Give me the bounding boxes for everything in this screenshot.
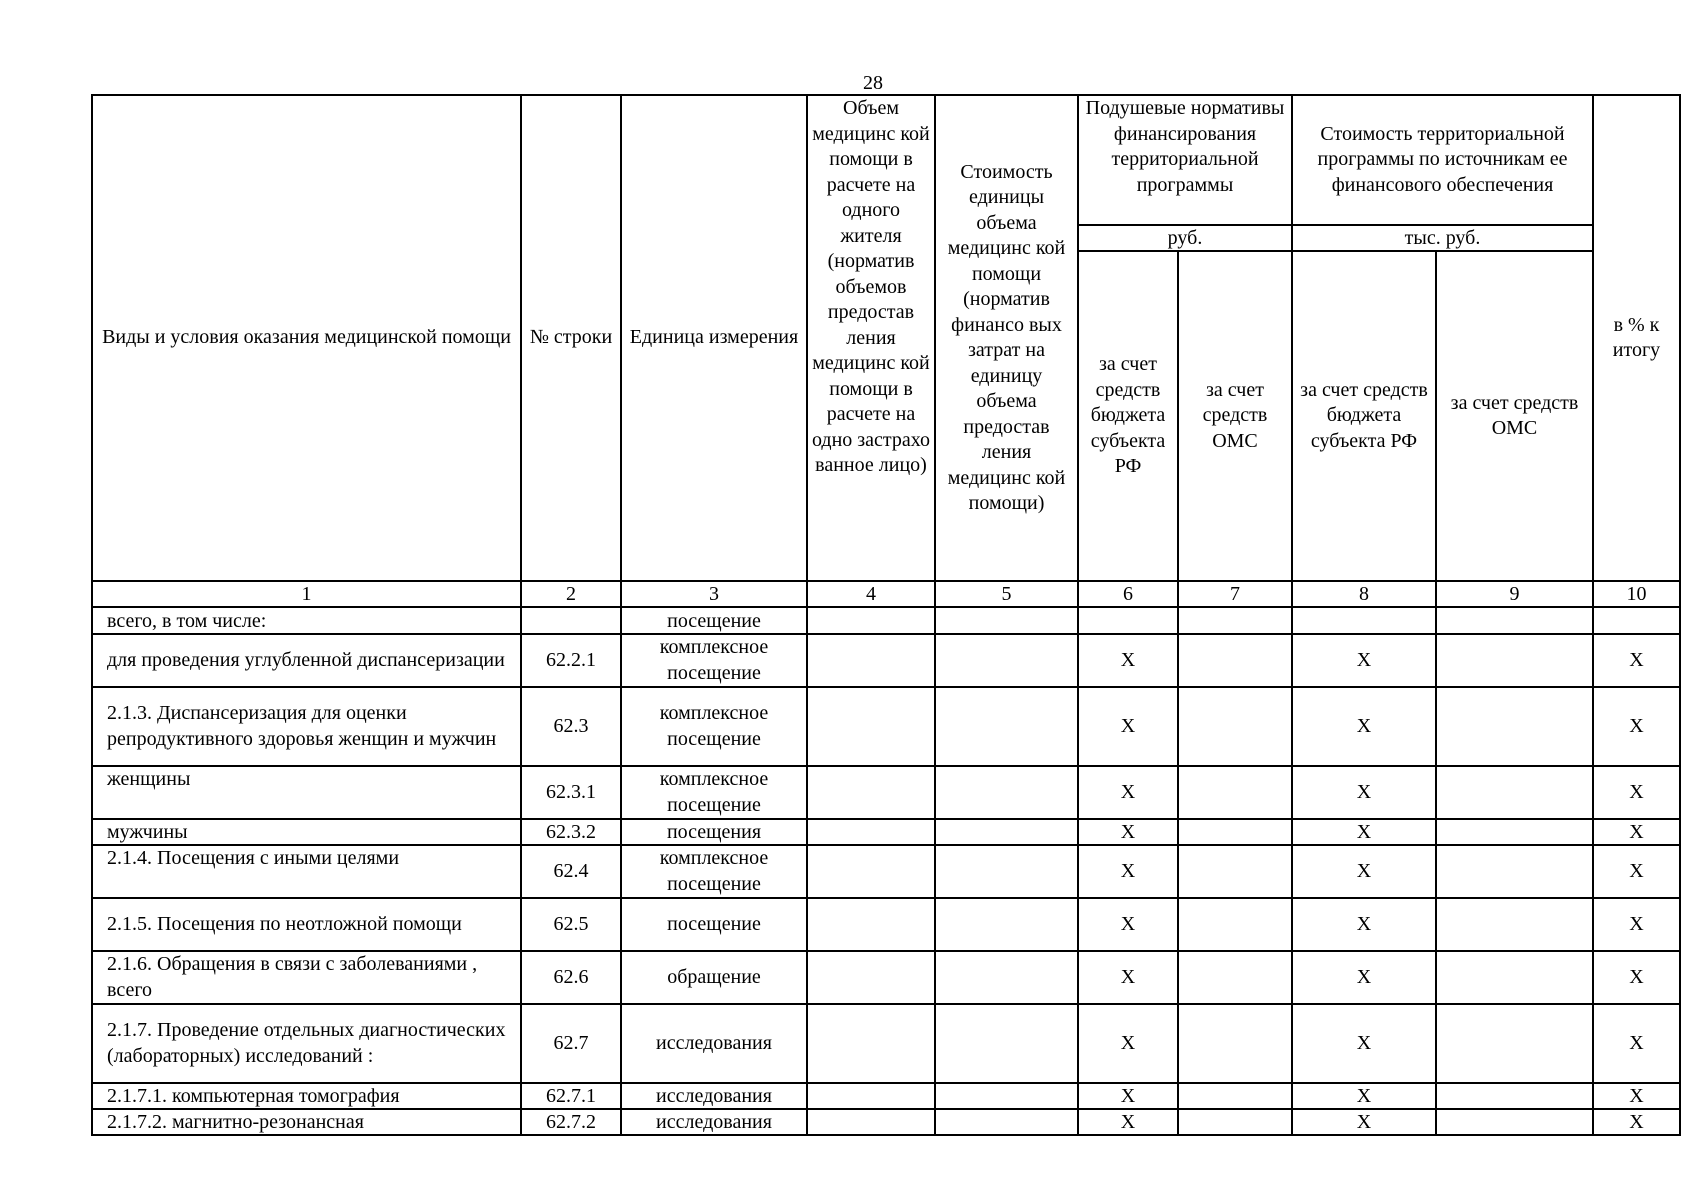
cell	[935, 951, 1078, 1004]
cell	[1178, 898, 1292, 951]
row-unit: исследования	[621, 1004, 807, 1083]
cell	[1178, 819, 1292, 845]
cell	[1178, 1083, 1292, 1109]
header-row-1	[92, 95, 1680, 225]
table-row	[92, 845, 1680, 898]
row-unit: посещения	[621, 819, 807, 845]
row-unit: посещение	[621, 607, 807, 634]
row-name: 2.1.5. Посещения по неотложной помощи	[92, 898, 521, 951]
header-volume-per-capita: Объем медицинс кой помощи в расчете на одного жителя (норматив объемов предостав ления медицинс кой помощи в расчете на одно застрахо ванное лицо)	[807, 95, 935, 581]
column-number: 3	[621, 581, 807, 607]
table-row	[92, 898, 1680, 951]
cell	[935, 634, 1078, 687]
row-code: 62.3.1	[521, 766, 621, 819]
cell: X	[1292, 766, 1436, 819]
row-unit: комплексное посещение	[621, 687, 807, 766]
table-row	[92, 951, 1680, 1004]
row-name: для проведения углубленной диспансеризации	[92, 634, 521, 687]
cell	[807, 819, 935, 845]
cell	[807, 1083, 935, 1109]
table-row	[92, 819, 1680, 845]
column-number: 10	[1593, 581, 1680, 607]
cell	[935, 845, 1078, 898]
cell: X	[1292, 898, 1436, 951]
cell	[1436, 687, 1593, 766]
cell	[1436, 634, 1593, 687]
cell	[1078, 607, 1178, 634]
cell: X	[1593, 766, 1680, 819]
cell: X	[1292, 1004, 1436, 1083]
cell	[935, 1004, 1078, 1083]
cell: X	[1593, 819, 1680, 845]
cell	[1178, 1109, 1292, 1135]
row-unit: обращение	[621, 951, 807, 1004]
row-code: 62.7	[521, 1004, 621, 1083]
row-name: 2.1.4. Посещения с иными целями	[92, 845, 521, 898]
cell	[807, 607, 935, 634]
row-unit: исследования	[621, 1109, 807, 1135]
cell: X	[1593, 687, 1680, 766]
header-program-cost: Стоимость территориальной программы по источникам ее финансового обеспечения	[1292, 95, 1593, 225]
cell	[1178, 845, 1292, 898]
financing-table	[91, 94, 1681, 1136]
cell	[935, 607, 1078, 634]
cell: X	[1078, 634, 1178, 687]
row-code: 62.3	[521, 687, 621, 766]
cell	[1436, 1083, 1593, 1109]
cell	[1436, 607, 1593, 634]
cell: X	[1292, 951, 1436, 1004]
table-row	[92, 1083, 1680, 1109]
row-code: 62.7.1	[521, 1083, 621, 1109]
cell: X	[1593, 951, 1680, 1004]
cell: X	[1593, 1083, 1680, 1109]
row-code: 62.2.1	[521, 634, 621, 687]
column-number: 9	[1436, 581, 1593, 607]
row-name: мужчины	[92, 819, 521, 845]
cell: X	[1292, 1083, 1436, 1109]
header-unit-rub: руб.	[1078, 225, 1292, 251]
cell	[1436, 766, 1593, 819]
header-oms-per-capita: за счет средств ОМС	[1178, 251, 1292, 581]
column-number: 5	[935, 581, 1078, 607]
cell	[807, 766, 935, 819]
cell: X	[1292, 819, 1436, 845]
cell: X	[1078, 845, 1178, 898]
cell	[807, 951, 935, 1004]
column-number: 7	[1178, 581, 1292, 607]
cell: X	[1078, 766, 1178, 819]
row-code: 62.5	[521, 898, 621, 951]
cell: X	[1292, 687, 1436, 766]
header-budget-per-capita: за счет средств бюджета субъекта РФ	[1078, 251, 1178, 581]
cell	[935, 1083, 1078, 1109]
cell	[1593, 607, 1680, 634]
cell: X	[1078, 687, 1178, 766]
cell	[1436, 898, 1593, 951]
cell: X	[1593, 634, 1680, 687]
cell	[1436, 819, 1593, 845]
header-unit-cost: Стоимость единицы объема медицинс кой помощи (норматив финансо вых затрат на единицу объема предостав ления медицинс кой помощи)	[935, 95, 1078, 581]
table-row	[92, 687, 1680, 766]
row-unit: комплексное посещение	[621, 845, 807, 898]
row-unit: посещение	[621, 898, 807, 951]
cell	[1436, 951, 1593, 1004]
row-name: 2.1.7. Проведение отдельных диагностических (лабораторных) исследований :	[92, 1004, 521, 1083]
cell: X	[1078, 1083, 1178, 1109]
table-row	[92, 634, 1680, 687]
column-number: 2	[521, 581, 621, 607]
cell	[807, 687, 935, 766]
cell	[1178, 634, 1292, 687]
header-per-capita-norms: Подушевые нормативы финансирования территориальной программы	[1078, 95, 1292, 225]
cell: X	[1078, 1109, 1178, 1135]
cell	[935, 766, 1078, 819]
cell	[1178, 687, 1292, 766]
row-name: всего, в том числе:	[92, 607, 521, 634]
header-unit-thousand-rub: тыс. руб.	[1292, 225, 1593, 251]
row-unit: комплексное посещение	[621, 766, 807, 819]
cell: X	[1593, 845, 1680, 898]
cell	[1178, 951, 1292, 1004]
cell: X	[1078, 1004, 1178, 1083]
cell: X	[1078, 819, 1178, 845]
header-kinds-of-care: Виды и условия оказания медицинской помощи	[92, 95, 521, 581]
cell	[807, 634, 935, 687]
cell: X	[1078, 951, 1178, 1004]
row-name: 2.1.7.2. магнитно-резонансная	[92, 1109, 521, 1135]
row-name: 2.1.7.1. компьютерная томография	[92, 1083, 521, 1109]
row-code: 62.6	[521, 951, 621, 1004]
column-number: 8	[1292, 581, 1436, 607]
cell: X	[1593, 1109, 1680, 1135]
cell	[1436, 1109, 1593, 1135]
cell	[1178, 1004, 1292, 1083]
cell	[807, 1109, 935, 1135]
row-name: 2.1.3. Диспансеризация для оценки репродуктивного здоровья женщин и мужчин	[92, 687, 521, 766]
row-code: 62.4	[521, 845, 621, 898]
column-number: 6	[1078, 581, 1178, 607]
column-number: 4	[807, 581, 935, 607]
row-name: 2.1.6. Обращения в связи с заболеваниями , всего	[92, 951, 521, 1004]
header-budget-total: за счет средств бюджета субъекта РФ	[1292, 251, 1436, 581]
cell	[935, 819, 1078, 845]
cell	[935, 898, 1078, 951]
row-unit: исследования	[621, 1083, 807, 1109]
header-unit: Единица измерения	[621, 95, 807, 581]
cell: X	[1292, 845, 1436, 898]
cell	[1436, 845, 1593, 898]
header-oms-total: за счет средств ОМС	[1436, 251, 1593, 581]
column-number: 1	[92, 581, 521, 607]
table-row	[92, 607, 1680, 634]
row-name: женщины	[92, 766, 521, 819]
cell: X	[1292, 634, 1436, 687]
cell: X	[1593, 898, 1680, 951]
header-percent-of-total: в % к итогу	[1593, 95, 1680, 581]
page-number: 28	[863, 72, 883, 94]
cell	[807, 898, 935, 951]
table-row	[92, 1109, 1680, 1135]
header-row-number: № строки	[521, 95, 621, 581]
row-unit: комплексное посещение	[621, 634, 807, 687]
cell: X	[1078, 898, 1178, 951]
cell	[935, 687, 1078, 766]
row-code	[521, 607, 621, 634]
cell	[807, 845, 935, 898]
cell	[1436, 1004, 1593, 1083]
cell	[1292, 607, 1436, 634]
row-code: 62.7.2	[521, 1109, 621, 1135]
cell	[1178, 766, 1292, 819]
cell	[935, 1109, 1078, 1135]
table-row	[92, 766, 1680, 819]
cell: X	[1292, 1109, 1436, 1135]
cell	[807, 1004, 935, 1083]
table-row	[92, 1004, 1680, 1083]
cell: X	[1593, 1004, 1680, 1083]
row-code: 62.3.2	[521, 819, 621, 845]
column-numbers-row	[92, 581, 1680, 607]
cell	[1178, 607, 1292, 634]
